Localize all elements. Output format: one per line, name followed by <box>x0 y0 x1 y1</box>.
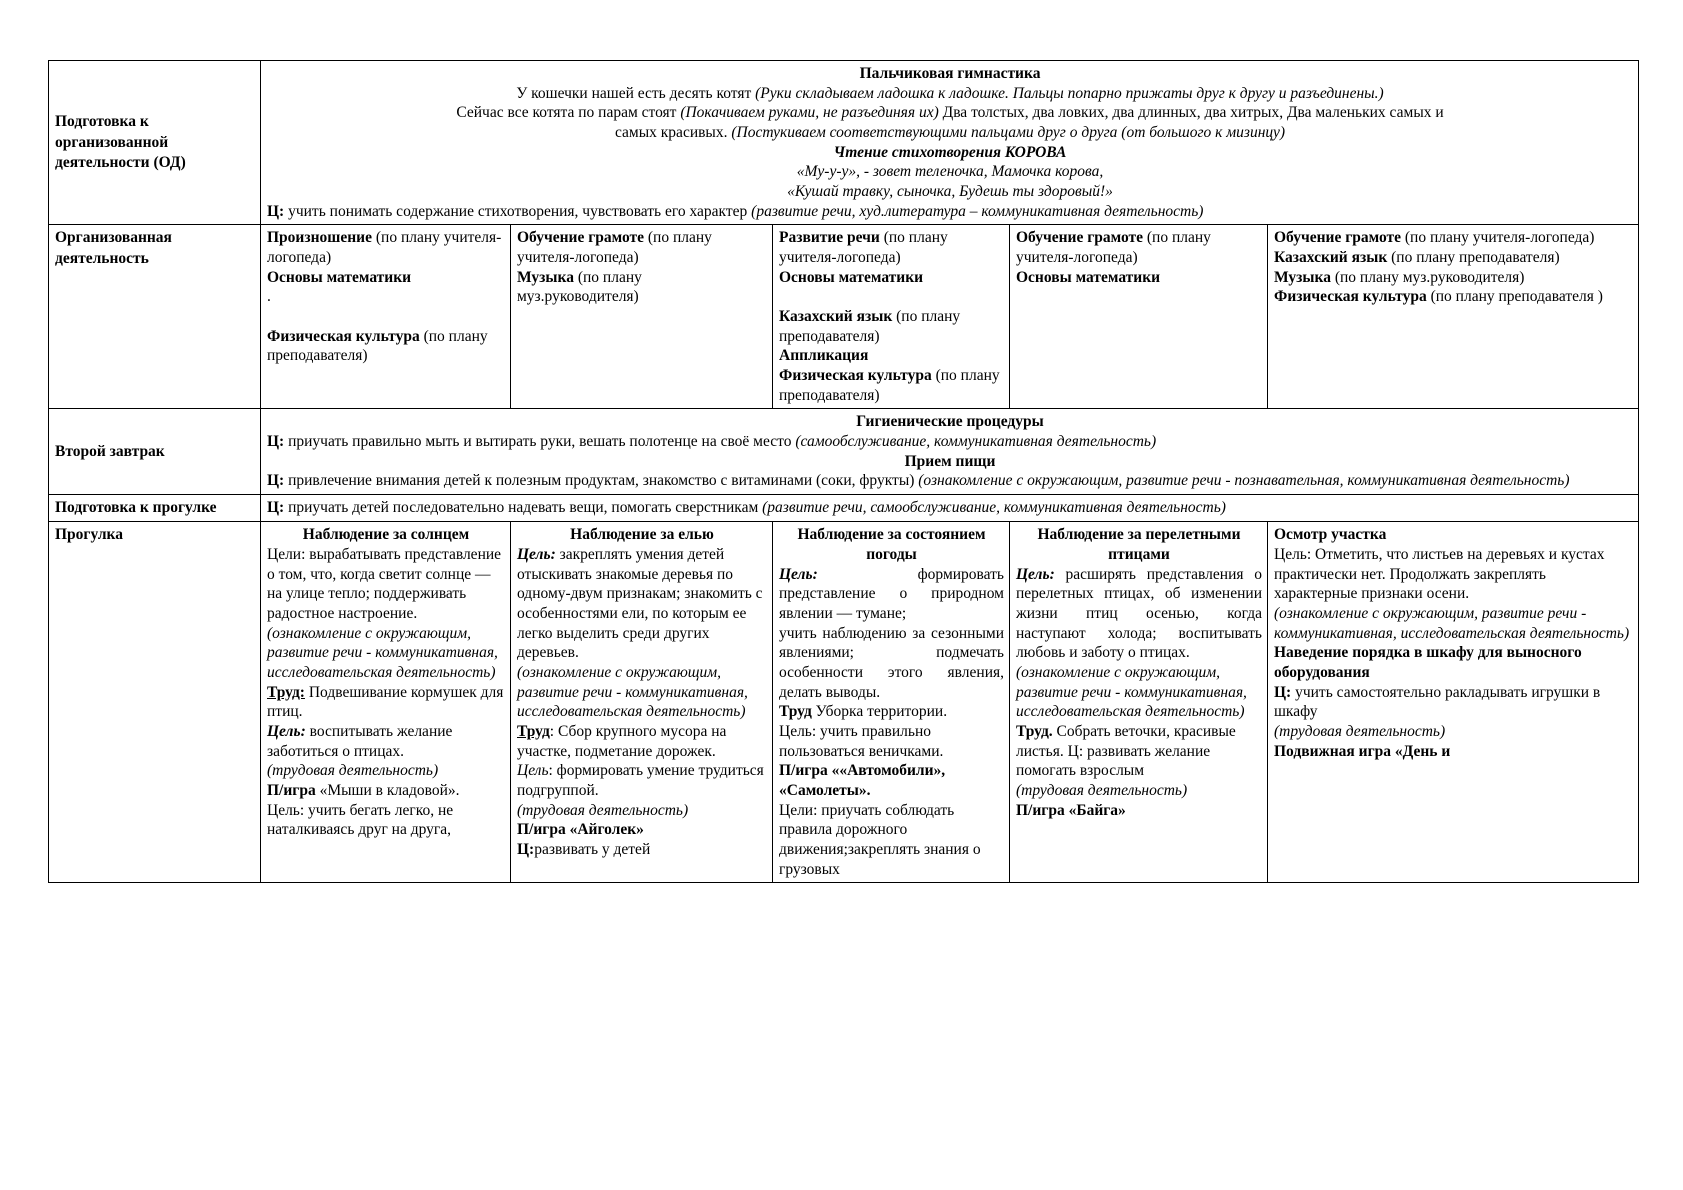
row-label-text: Подготовка к организованной деятельности (ОД) <box>55 113 186 171</box>
block-text: : Сбор крупного мусора на участке, подметание дорожек. <box>517 722 727 760</box>
activity-note: (по плану преподавателя) <box>1387 249 1560 267</box>
block-text: (трудовая деятельность) <box>267 762 439 780</box>
activity-note: (по плану учителя-логопеда) <box>1016 229 1211 267</box>
goal-text: приучать детей последовательно надевать вещи, помогать сверстникам <box>284 499 763 517</box>
row-label-second-breakfast <box>49 409 261 495</box>
activity-item <box>779 366 1004 405</box>
observation-block <box>517 663 767 722</box>
activity-item <box>1274 268 1633 288</box>
goal-marker: Ц: <box>267 433 285 451</box>
observation-block <box>779 761 1004 800</box>
activity-item <box>1274 287 1633 307</box>
observation-block <box>267 683 505 722</box>
goal-text: учить понимать содержание стихотворения, чувствовать его характер <box>284 202 752 220</box>
row-label-walk <box>49 522 261 883</box>
table-row-organized-activity <box>49 225 1639 409</box>
goal-text: приучать правильно мыть и вытирать руки, вешать полотенце на своё место <box>284 433 796 451</box>
activity-note: (по плану муз.руководителя) <box>1330 268 1525 286</box>
activity-item <box>517 228 767 267</box>
walk-prep-goal <box>267 498 1633 518</box>
meal-goal <box>267 471 1633 491</box>
block-text: «Мыши в кладовой». <box>315 781 460 799</box>
block-text: (трудовая деятельность) <box>517 801 689 819</box>
observation-block <box>267 801 505 840</box>
observation-block <box>1016 781 1262 801</box>
line2-c: Два толстых, два ловких, два длинных, два хитрых, Два маленьких самых и <box>938 104 1444 122</box>
goal-italic: (развитие речи, самообслуживание, коммуникативная деятельность) <box>762 499 1226 517</box>
finger-gym-line-2 <box>267 103 1633 123</box>
observation-title: Осмотр участка <box>1274 526 1387 544</box>
activity-name: Обучение грамоте <box>517 229 645 247</box>
block-text: Уборка территории. <box>811 703 948 721</box>
poem-line-1: «Му-у-у», - зовет теленочка, Мамочка корова, <box>796 163 1104 181</box>
walk-col-5 <box>1268 522 1639 883</box>
block-text: (ознакомление с окружающим, развитие речи - коммуникативная, исследовательская деятельность) <box>1274 604 1630 642</box>
block-lead: Ц: <box>1274 683 1292 701</box>
activity-note: (по плану учителя-логопеда) <box>267 229 502 267</box>
block-text: учить наблюдению за сезонными явлениями; подмечать особенности этого явления, делать выводы. <box>779 624 1004 701</box>
observation-block <box>1274 643 1633 682</box>
block-text: П/игра ««Автомобили», «Самолеты». <box>779 762 946 799</box>
observation-block <box>517 545 767 663</box>
block-text: П/игра «Айголек» <box>517 821 644 839</box>
activity-note: (по плану преподавателя) <box>779 308 961 345</box>
observation-block <box>267 722 505 761</box>
observation-block <box>267 624 505 683</box>
observation-block <box>779 801 1004 880</box>
row-label-walk-prep <box>49 495 261 522</box>
activity-name: Основы математики <box>267 268 412 286</box>
line2-a: Сейчас все котята по парам стоят <box>456 104 681 122</box>
observation-block <box>267 781 505 801</box>
prep-od-content <box>261 61 1639 225</box>
block-lead: Цель: <box>517 545 556 563</box>
walk-col-1 <box>261 522 511 883</box>
observation-title: Наблюдение за елью <box>570 526 714 544</box>
line2-b: (Покачиваем руками, не разъединяя их) <box>680 104 939 122</box>
activity-item <box>1274 248 1633 268</box>
observation-block <box>1016 801 1262 821</box>
activity-name: Основы математики <box>1016 268 1161 286</box>
goal-marker: Ц: <box>267 472 285 490</box>
row-label-text: Прогулка <box>55 526 123 544</box>
observation-title: Наблюдение за перелетными птицами <box>1037 526 1241 563</box>
block-text: (ознакомление с окружающим, развитие речи - коммуникативная, исследовательская деятельность) <box>517 663 748 721</box>
block-text: (трудовая деятельность) <box>1016 781 1188 799</box>
block-text: (трудовая деятельность) <box>1274 722 1446 740</box>
observation-block <box>779 702 1004 722</box>
row-label-prep-od <box>49 61 261 225</box>
block-lead: Труд <box>779 703 812 721</box>
observation-block <box>1274 545 1633 604</box>
observation-block <box>267 545 505 624</box>
activity-spacer <box>779 287 1004 307</box>
activity-item <box>1274 228 1633 248</box>
block-text: : формировать умение трудиться подгруппой. <box>517 762 764 799</box>
organized-activity-col-1 <box>261 225 511 409</box>
activity-item <box>1016 268 1262 288</box>
block-lead: Цель: <box>779 565 818 583</box>
block-lead: Труд: <box>267 683 305 701</box>
hygiene-goal <box>267 432 1633 452</box>
walk-col-4 <box>1010 522 1268 883</box>
block-lead: Ц: <box>517 841 535 858</box>
poem-line-2: «Кушай травку, сыночка, Будешь ты здоровый!» <box>787 183 1113 201</box>
observation-block <box>779 565 1004 624</box>
goal-marker: Ц: <box>267 499 285 517</box>
activity-name: Физическая культура <box>1274 288 1427 306</box>
organized-activity-col-5 <box>1268 225 1639 409</box>
row-label-organized-activity <box>49 225 261 409</box>
block-text: учить самостоятельно ракладывать игрушки в шкафу <box>1274 683 1601 721</box>
block-text: расширять представления о перелетных птицах, об изменении жизни птиц осенью, когда наступают холода; воспитывать любовь и заботу о птицах. <box>1016 565 1262 662</box>
block-lead: П/игра <box>267 781 316 799</box>
observation-block <box>517 722 767 761</box>
observation-block <box>1016 722 1262 781</box>
block-text: Цели: приучать соблюдать правила дорожного движения;закреплять знания о грузовых <box>779 801 981 878</box>
activity-note: . <box>267 288 271 306</box>
organized-activity-col-3 <box>773 225 1010 409</box>
activity-item <box>779 228 1004 267</box>
second-breakfast-content <box>261 409 1639 495</box>
block-lead: Труд. <box>1016 722 1053 740</box>
line3-a: самых красивых. <box>614 124 732 142</box>
observation-block <box>517 840 767 860</box>
activity-name: Музыка <box>1274 268 1331 286</box>
organized-activity-col-4 <box>1010 225 1268 409</box>
observation-block <box>1274 742 1633 762</box>
finger-gym-heading: Пальчиковая гимнастика <box>859 65 1041 82</box>
table-row-walk-prep <box>49 495 1639 522</box>
block-lead: Цель <box>517 762 549 780</box>
activity-note: (по плану преподавателя ) <box>1426 288 1603 306</box>
row-label-text: Подготовка к прогулке <box>55 499 217 517</box>
observation-block <box>267 761 505 781</box>
block-text: Наведение порядка в шкафу для выносного оборудования <box>1274 644 1582 681</box>
line3-b: (Постукиваем соответствующими пальцами друг о друга (от большого к мизинцу) <box>731 124 1286 142</box>
block-lead: Труд <box>517 722 550 740</box>
activity-note: (по плану учителя-логопеда) <box>1401 229 1595 247</box>
activity-item <box>267 268 505 288</box>
activity-item <box>517 268 767 307</box>
activity-name: Казахский язык <box>1274 249 1388 267</box>
activity-name: Обучение грамоте <box>1274 229 1402 247</box>
observation-title: Наблюдение за состоянием погоды <box>797 526 986 563</box>
observation-block <box>517 761 767 800</box>
goal-italic: (ознакомление с окружающим, развитие речи - познавательная, коммуникативная деятельность) <box>918 472 1570 490</box>
prep-od-goal <box>267 202 1633 222</box>
block-text: (ознакомление с окружающим, развитие речи - коммуникативная, исследовательская деятельность) <box>1016 663 1247 721</box>
block-text: Собрать веточки, красивые листья. Ц: развивать желание помогать взрослым <box>1016 722 1236 780</box>
observation-block <box>517 820 767 840</box>
block-text: Цели: вырабатывать представление о том, что, когда светит солнце — на улице тепло; поддерживать радостное настроение. <box>267 545 502 622</box>
finger-gym-line-1 <box>267 84 1633 104</box>
daily-plan-table <box>48 60 1639 883</box>
observation-title: Наблюдение за солнцем <box>302 526 470 544</box>
block-text: П/игра «Байга» <box>1016 801 1126 819</box>
activity-name: Произношение <box>267 229 372 247</box>
hygiene-heading: Гигиенические процедуры <box>856 413 1044 431</box>
row-label-text: Второй завтрак <box>55 442 165 460</box>
activity-note: (по плану преподавателя) <box>267 327 488 365</box>
observation-block <box>1274 604 1633 643</box>
meal-heading: Прием пищи <box>904 452 996 470</box>
observation-block <box>517 801 767 821</box>
activity-name: Основы математики <box>779 268 924 286</box>
block-text: (ознакомление с окружающим, развитие речи - коммуникативная, исследовательская деятельность) <box>267 624 498 681</box>
activity-item <box>779 268 1004 288</box>
activity-name: Обучение грамоте <box>1016 229 1144 247</box>
activity-note: (по плану преподавателя) <box>779 367 1000 404</box>
finger-gym-line-3 <box>267 123 1633 143</box>
walk-prep-content <box>261 495 1639 522</box>
observation-block <box>779 624 1004 703</box>
observation-block <box>1016 565 1262 663</box>
line1-a: У кошечки нашей есть десять котят <box>516 84 756 102</box>
line1-b: (Руки складываем ладошка к ладошке. Пальцы попарно прижаты друг к другу и разъединены.) <box>755 84 1384 102</box>
block-lead: Цель: <box>1016 565 1055 583</box>
activity-item <box>267 287 505 307</box>
observation-block <box>779 722 1004 761</box>
table-row-walk <box>49 522 1639 883</box>
block-text: Подвижная игра «День и <box>1274 742 1451 760</box>
goal-marker: Ц: <box>267 202 285 220</box>
activity-item <box>1016 228 1262 267</box>
activity-item <box>267 327 505 366</box>
row-label-text: Организованная деятельность <box>55 229 172 267</box>
block-text: Подвешивание кормушек для птиц. <box>267 683 504 721</box>
block-text: Цель: учить бегать легко, не наталкиваясь друг на друга, <box>267 801 454 839</box>
activity-note: (по плану муз.руководителя) <box>517 268 642 306</box>
observation-block <box>1016 663 1262 722</box>
activity-spacer <box>267 307 505 327</box>
activity-item <box>779 307 1004 346</box>
activity-note: (по плану учителя-логопеда) <box>779 229 948 267</box>
activity-item <box>267 228 505 267</box>
block-text: закреплять умения детей отыскивать знакомые деревья по одному-двум признакам; знакомить с особенностями ели, по которым ее легко выделить среди других деревьев. <box>517 545 763 662</box>
observation-block <box>1274 683 1633 722</box>
walk-col-3 <box>773 522 1010 883</box>
poem-heading: Чтение стихотворения КОРОВА <box>833 143 1067 161</box>
activity-note: (по плану учителя-логопеда) <box>517 229 712 267</box>
table-row-prep-od <box>49 61 1639 225</box>
activity-item <box>779 346 1004 366</box>
activity-name: Физическая культура <box>779 367 932 385</box>
observation-block <box>1274 722 1633 742</box>
goal-italic: (развитие речи, худ.литература – коммуникативная деятельность) <box>751 202 1204 220</box>
walk-col-2 <box>511 522 773 883</box>
block-text: развивать у детей <box>534 841 651 858</box>
activity-name: Казахский язык <box>779 308 893 326</box>
block-text: Цель: Отметить, что листьев на деревьях и кустах практически нет. Продолжать закреплять характерные признаки осени. <box>1274 545 1605 603</box>
block-text: формировать представление о природном явлении — тумане; <box>779 565 1004 622</box>
activity-name: Физическая культура <box>267 327 420 345</box>
table-row-second-breakfast <box>49 409 1639 495</box>
goal-text: привлечение внимания детей к полезным продуктам, знакомство с витаминами (соки, фрукты) <box>284 472 919 490</box>
organized-activity-col-2 <box>511 225 773 409</box>
block-lead: Цель: <box>267 722 306 740</box>
activity-name: Музыка <box>517 268 574 286</box>
goal-italic: (самообслуживание, коммуникативная деятельность) <box>795 433 1157 451</box>
activity-name: Аппликация <box>779 347 869 365</box>
block-text: Цель: учить правильно пользоваться веничками. <box>779 722 944 760</box>
block-text: воспитывать желание заботиться о птицах. <box>267 722 453 760</box>
activity-name: Развитие речи <box>779 229 880 247</box>
